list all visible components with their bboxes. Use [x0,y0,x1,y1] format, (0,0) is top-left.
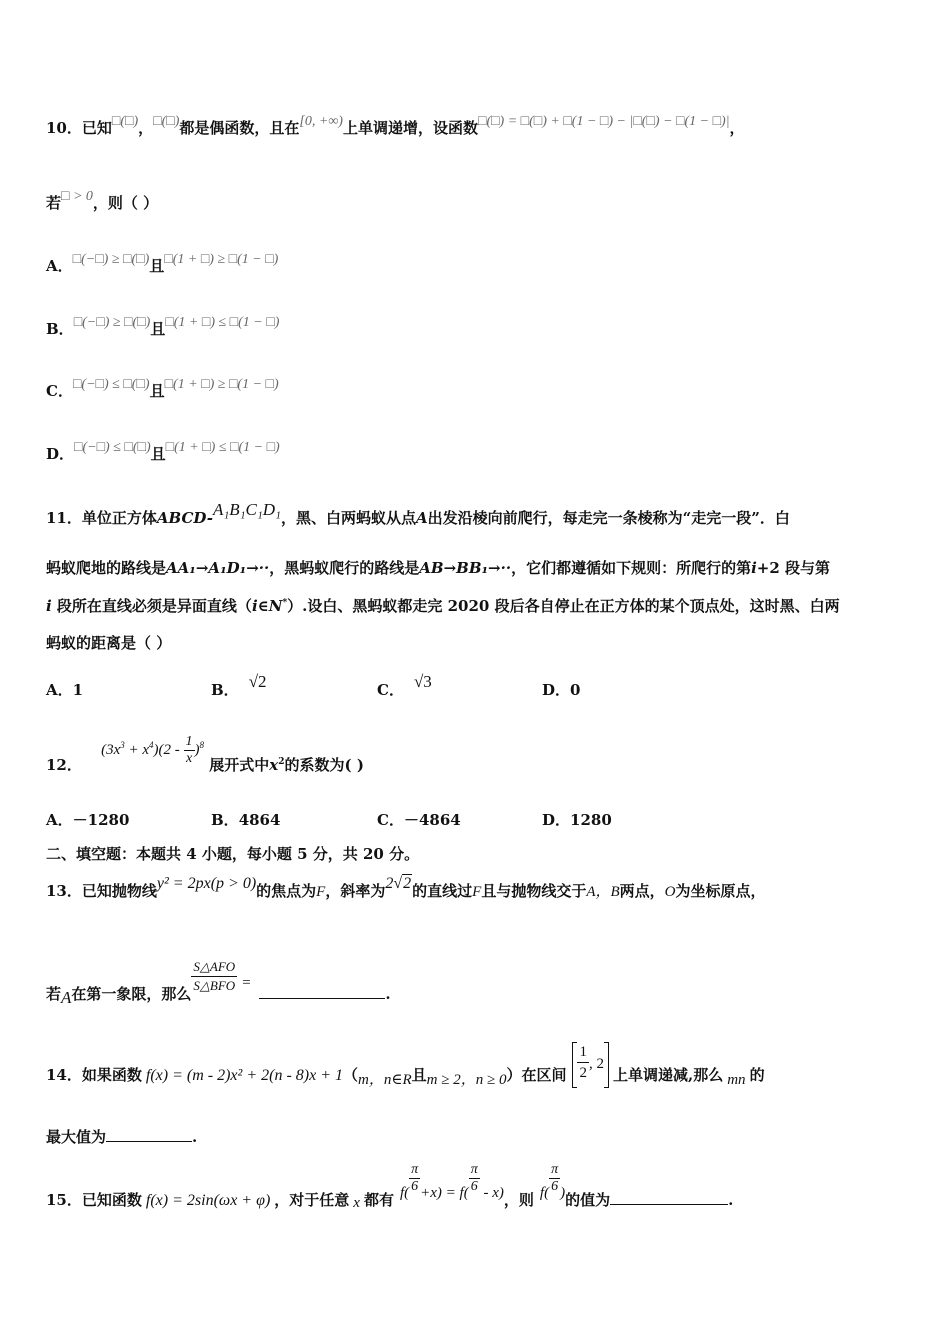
q13-focus: F [472,884,482,900]
q12-expression [101,734,205,766]
q13-text: 的直线过 [412,882,473,900]
q12-exp: 3 [120,739,125,750]
q10-big-f: □(□) = □(□) + □(1 − □) − |□(□) − □(1 − □)| [477,114,730,129]
option-and: 且 [150,320,166,338]
q10-text: 都是偶函数，且在 [179,119,300,137]
q10-condition: □ > 0 [61,189,93,204]
q15-number: 15． [46,1190,82,1209]
q12-option-c [377,809,461,830]
q11-text: ，它们都遵循如下规则：所爬行的第 [511,559,752,577]
q13-text: 的焦点为 [256,882,317,900]
q13-number: 13． [46,882,82,900]
q15-six: 6 [549,1178,560,1195]
q10-f-of-x: □(□) [111,114,139,129]
q15-answer-blank[interactable] [610,1190,728,1205]
q12-frac-num: 1 [185,734,193,749]
q10-option-a [46,252,279,276]
option-math: □(−□) ≤ □(□) [74,440,151,455]
q15-f-open: f( [539,1184,550,1201]
q15-function: f(x) = 2sin(ωx + φ) [145,1191,271,1209]
q15-pi: π [411,1162,419,1177]
q11-text: +2 段与第 [756,559,831,577]
q15-pi: π [551,1162,559,1177]
option-math: □(1 + □) ≥ □(1 − □) [164,377,279,392]
q13-ratio-num: S△AFO [191,958,237,977]
q12-exp: 2 [278,756,285,767]
q15-text: ，对于任意 [274,1190,350,1209]
q12-text: 的系数为( ) [284,755,364,774]
q14-int-num: 1 [577,1042,589,1063]
q14-bracket-right [604,1042,609,1088]
section-heading: 二、填空题：本题共 4 小题，每小题 5 分，共 20 分。 [46,845,420,863]
option-math: □(1 + □) ≤ □(1 − □) [165,440,280,455]
q12-frac-den: x [185,751,193,766]
q11-option-d [542,679,580,700]
q11-black-path: AB→BB₁→·· [419,559,512,577]
q12-expr: ) [194,741,200,758]
q14-cond: m ≥ 2，n ≥ 0 [426,1072,507,1088]
q14-text: 最大值为 [46,1128,107,1146]
q14-function: f(x) = (m - 2)x² + 2(n - 8)x + 1 [145,1067,344,1084]
q15-text: 的值为 [565,1190,611,1209]
q13-answer-blank[interactable] [259,984,385,999]
q13-parabola: y² = 2px(p > 0) [156,875,257,892]
q12-exp: 4 [149,739,154,750]
option-label: B． [211,811,239,829]
q12-expr: (3x [101,741,121,758]
q13-line2 [46,958,391,1007]
q10-option-d [46,440,280,464]
option-math: □(1 + □) ≤ □(1 − □) [165,315,280,330]
q11-option-b [211,672,267,700]
q15-six: 6 [409,1178,420,1195]
q12-text: 展开式中 [209,755,270,774]
option-and: 且 [149,382,165,400]
q14-text: 上单调递减,那么 [612,1066,724,1084]
q12-expr: + x [124,741,150,758]
q14-and: 且 [411,1066,427,1084]
q13-text: 若 [46,984,62,1003]
option-value: √3 [413,672,432,691]
q11-line2 [46,557,830,578]
q11-line1 [46,500,790,528]
option-value: 1280 [570,811,612,829]
q13-text: ，斜率为 [325,882,386,900]
q11-star: * [282,598,288,608]
option-math: □(−□) ≥ □(□) [73,315,151,330]
q11-i: i [46,597,52,615]
q13-text: 已知抛物线 [81,882,157,900]
q10-text: 已知 [81,119,112,137]
q13-ratio-den: S△BFO [193,978,236,993]
q12-number: 12． [46,755,82,774]
q11-i: i [751,559,757,577]
q10-text: ，则（ ） [92,194,159,212]
q10-interval: [0, +∞) [299,114,343,129]
option-label: D． [46,445,75,463]
q12-option-a [46,809,129,830]
q10-text: 若 [46,194,62,212]
q14-line1 [46,1042,765,1088]
q15-x: x [353,1194,360,1211]
q15-six: 6 [469,1178,480,1195]
q14-int-right: , 2 [588,1056,604,1072]
q15-text: 都有 [363,1190,394,1209]
q11-point-a: A [415,509,428,527]
q14-int-den: 2 [579,1065,587,1081]
q15-text: 已知函数 [81,1190,142,1209]
q10-sep: ， [138,119,154,137]
q14-text: 的 [749,1066,765,1084]
q15-pi-six [409,1162,420,1195]
q11-text: 蚂蚁爬地的路线是 [46,559,167,577]
option-label: D． [542,811,571,829]
q13-equals: = [241,974,252,991]
option-label: C． [46,382,73,400]
option-label: C． [377,681,404,699]
q13-slope: 2√2 [385,875,412,892]
q15-pi: π [470,1162,478,1177]
q10-text: ， [729,119,745,137]
q13-text: 两点， [619,882,665,900]
q10-number: 10． [46,119,82,137]
q15-tail: - x) [479,1184,504,1201]
option-and: 且 [150,445,166,463]
option-value: √2 [248,672,267,691]
q13-point-a: A [61,987,72,1007]
q15-text: . [728,1190,734,1209]
q14-number: 14． [46,1066,82,1084]
q13-origin: O [664,884,676,900]
q13-slope-rad: 2 [403,875,412,892]
q14-interval-frac [577,1042,589,1083]
option-value: 4864 [238,811,281,829]
q11-cond: i∈N [251,597,283,615]
q11-text: ）.设白、黑蚂蚁都走完 2020 段后各自停止在正方体的某个顶点处，这时黑、白两 [287,597,840,615]
option-label: D． [542,681,571,699]
q11-white-path: AA₁→A₁D₁→·· [166,559,270,577]
q13-text: 为坐标原点， [675,882,766,900]
q14-mn: mn [727,1072,746,1088]
q12-option-d [542,809,612,830]
q15-f-open: f( [399,1184,410,1201]
q11-abcd: ABCD- [156,509,213,527]
q12-x: x [269,755,279,774]
q10-line1 [46,114,745,138]
q11-line4 [46,632,171,653]
option-label: C． [377,811,404,829]
option-math: □(1 + □) ≥ □(1 − □) [164,252,279,267]
q10-option-c [46,377,279,401]
q10-g-of-x: □(□) [153,114,180,129]
q11-text: ，黑蚂蚁爬行的路线是 [269,559,420,577]
option-label: A． [46,681,73,699]
q13-points: A，B [586,884,620,900]
q15-text: ，则 [503,1190,534,1209]
q12-expr: )(2 - [153,741,184,758]
q11-a1b1c1d1: A₁B₁C₁D₁ [212,500,281,519]
q13-slope-coef: 2 [385,875,394,892]
q11-text: ，黑、白两蚂蚁从点 [280,509,416,527]
q14-cond: m，n∈R [358,1072,412,1088]
q15-mid: +x) = f( [420,1184,469,1201]
q10-text: 上单调递增，设函数 [342,119,478,137]
q13-text: 且与抛物线交于 [481,882,587,900]
q13-text: . [385,984,391,1003]
q11-option-c [377,672,432,700]
option-label: B． [46,320,74,338]
q13-text: 在第一象限，那么 [71,984,192,1003]
q12-exp: 8 [199,739,205,750]
q12-line [46,734,364,774]
q11-option-a [46,679,83,700]
q11-text: 出发沿棱向前爬行，每走完一条棱称为“走完一段”．白 [427,509,790,527]
q14-text: 如果函数 [81,1066,142,1084]
q14-line2 [46,1126,197,1147]
option-value: －1280 [72,811,130,829]
option-label: A． [46,811,73,829]
option-value: 1 [72,681,84,699]
option-value: 0 [570,681,581,699]
option-value: －4864 [403,811,461,829]
q11-text: 蚂蚁的距离是（ ） [46,634,172,652]
q15-pi-six [469,1162,480,1195]
q13-focus: F [316,884,326,900]
q14-answer-blank[interactable] [106,1127,192,1142]
q11-number: 11． [46,509,82,527]
option-math: □(−□) ≥ □(□) [72,252,150,267]
q14-text: . [192,1128,198,1146]
q13-ratio [191,958,237,995]
q11-text: 段所在直线必须是异面直线（ [51,597,252,615]
option-and: 且 [149,257,165,275]
option-label: A． [46,257,73,275]
q15-line [46,1162,734,1211]
q14-text: ）在区间 [506,1066,567,1084]
q12-option-b [211,809,280,830]
q10-option-b [46,315,280,339]
q13-line1 [46,875,766,901]
q12-tail [209,756,364,774]
q14-text: （ [343,1066,359,1084]
q10-line2 [46,189,159,213]
q15-pi-six [549,1162,560,1195]
option-label: B． [211,681,239,699]
q15-f-close: ) [560,1184,566,1201]
option-math: □(−□) ≤ □(□) [72,377,150,392]
q12-fraction [184,734,195,767]
q11-text: 单位正方体 [81,509,157,527]
q11-line3 [46,595,840,616]
